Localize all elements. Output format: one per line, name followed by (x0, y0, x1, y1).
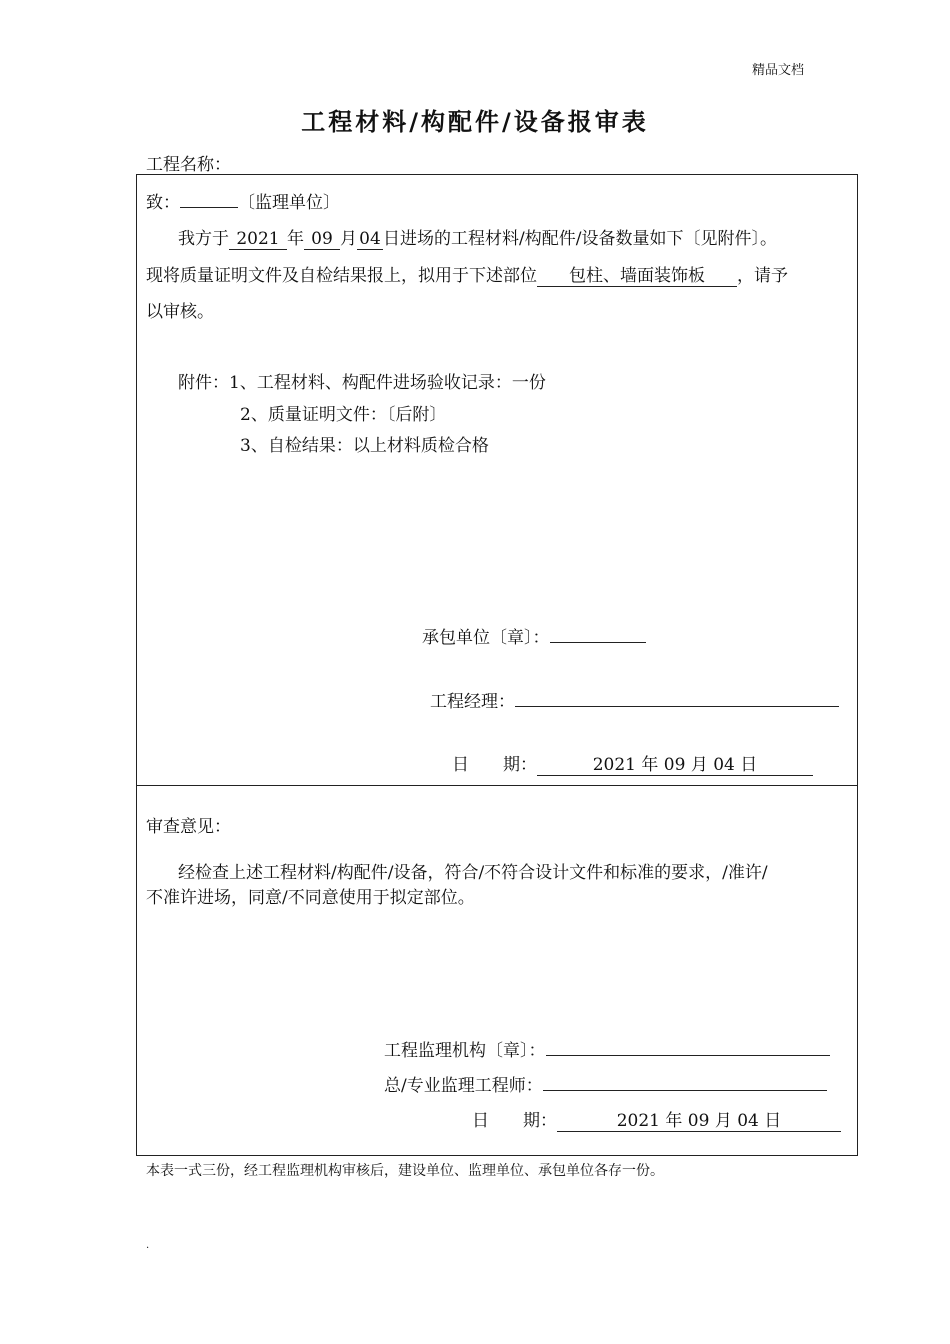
review-date-field: 2021 年 09 月 04 日 (557, 1111, 841, 1132)
recipient-field[interactable] (180, 189, 238, 208)
to-label: 致： (146, 193, 180, 213)
review-date-label: 日 期： (472, 1111, 557, 1131)
day-field: 04 (357, 229, 383, 250)
contractor-date-line (452, 750, 813, 776)
contractor-date-field: 2021 年 09 月 04 日 (537, 755, 813, 776)
opinion-line-1: 经检查上述工程材料/构配件/设备，符合/不符合设计文件和标准的要求，/准许/ (178, 863, 768, 883)
recipient-suffix: 〔监理单位〕 (238, 193, 340, 213)
agency-label: 工程监理机构〔章〕： (384, 1041, 546, 1061)
line1-suffix: 日进场的工程材料/构配件/设备数量如下〔见附件〕。 (383, 229, 777, 249)
agency-field[interactable] (546, 1037, 830, 1056)
location-field: 包柱、墙面装饰板 (537, 266, 737, 287)
line2-prefix: 现将质量证明文件及自检结果报上，拟用于下述部位 (146, 266, 537, 286)
header-tag: 精品文档 (752, 63, 805, 78)
engineer-label: 总/专业监理工程师： (384, 1076, 543, 1096)
month-label: 月 (340, 229, 357, 249)
review-heading: 审查意见： (146, 817, 231, 837)
line2-suffix: ，请予 (737, 266, 788, 286)
footnote: 本表一式三份，经工程监理机构审核后，建设单位、监理单位、承包单位各存一份。 (146, 1163, 664, 1179)
year-field: 2021 (229, 229, 287, 250)
contractor-date-label: 日 期： (452, 755, 537, 775)
recipient-line (146, 188, 340, 213)
manager-line (430, 687, 839, 712)
manager-label: 工程经理： (430, 692, 515, 712)
engineer-field[interactable] (543, 1072, 827, 1091)
line1-prefix: 我方于 (178, 229, 229, 249)
attachment-2: 2、质量证明文件：〔后附〕 (240, 405, 447, 425)
engineer-line (384, 1071, 827, 1096)
project-name-label: 工程名称： (146, 155, 231, 175)
contractor-line (422, 623, 646, 648)
opinion-line-2: 不准许进场，同意/不同意使用于拟定部位。 (146, 888, 475, 908)
manager-field[interactable] (515, 688, 839, 707)
attachment-3: 3、自检结果：以上材料质检合格 (240, 436, 489, 456)
entry-date-line (178, 224, 777, 250)
contractor-field[interactable] (550, 624, 646, 643)
review-request-line: 以审核。 (146, 302, 214, 322)
agency-line (384, 1036, 830, 1061)
month-field: 09 (304, 229, 340, 250)
attachment-1: 附件：1、工程材料、构配件进场验收记录：一份 (178, 373, 546, 393)
review-section (136, 785, 858, 1156)
contractor-label: 承包单位〔章〕： (422, 628, 550, 648)
page-title: 工程材料/构配件/设备报审表 (301, 108, 649, 136)
location-line (146, 261, 788, 287)
review-date-line (472, 1106, 841, 1132)
footer-mark: . (146, 1240, 150, 1251)
year-label: 年 (287, 229, 304, 249)
